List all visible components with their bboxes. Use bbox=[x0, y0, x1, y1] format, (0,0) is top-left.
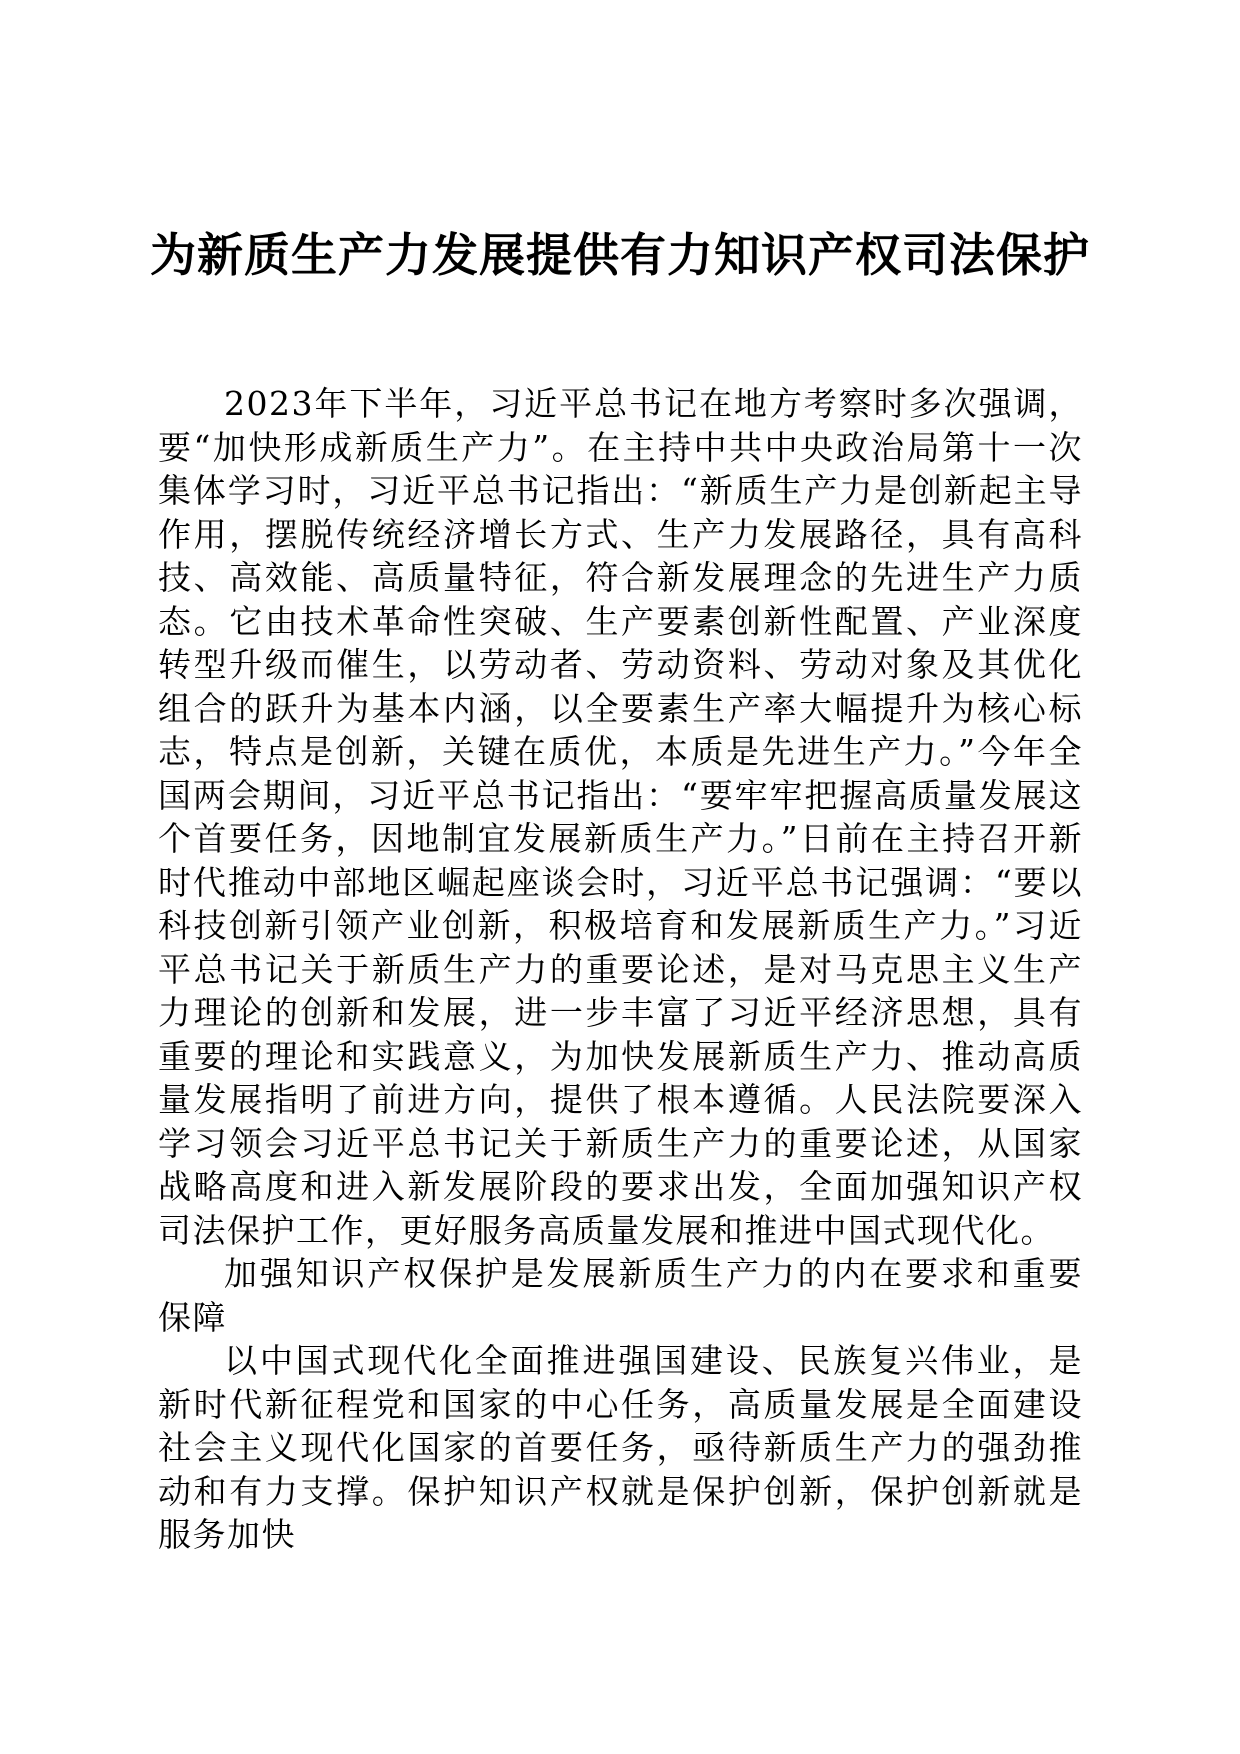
document-body bbox=[158, 382, 1083, 1557]
paragraph-section-1: 以中国式现代化全面推进强国建设、民族复兴伟业，是新时代新征程党和国家的中心任务，高质量发展是全面建设社会主义现代化国家的首要任务，亟待新质生产力的强劲推动和有力支撑。保护知识产权就是保护创新，保护创新就是服务加快 bbox=[158, 1341, 1083, 1554]
paragraph-intro: 2023年下半年，习近平总书记在地方考察时多次强调，要“加快形成新质生产力”。在主持中共中央政治局第十一次集体学习时，习近平总书记指出：“新质生产力是创新起主导作用，摆脱传统经济增长方式、生产力发展路径，具有高科技、高效能、高质量特征，符合新发展理念的先进生产力质态。它由技术革命性突破、生产要素创新性配置、产业深度转型升级而催生，以劳动者、劳动资料、劳动对象及其优化组合的跃升为基本内涵，以全要素生产率大幅提升为核心标志，特点是创新，关键在质优，本质是先进生产力。”今年全国两会期间，习近平总书记指出：“要牢牢把握高质量发展这个首要任务，因地制宜发展新质生产力。”日前在主持召开新时代推动中部地区崛起座谈会时，习近平总书记强调：“要以科技创新引领产业创新，积极培育和发展新质生产力。”习近平总书记关于新质生产力的重要论述，是对马克思主义生产力理论的创新和发展，进一步丰富了习近平经济思想，具有重要的理论和实践意义，为加快发展新质生产力、推动高质量发展指明了前进方向，提供了根本遵循。人民法院要深入学习领会习近平总书记关于新质生产力的重要论述，从国家战略高度和进入新发展阶段的要求出发，全面加强知识产权司法保护工作，更好服务高质量发展和推进中国式现代化。 bbox=[158, 384, 1083, 1250]
document-title: 为新质生产力发展提供有力知识产权司法保护 bbox=[150, 228, 1090, 282]
section-heading: 加强知识产权保护是发展新质生产力的内在要求和重要保障 bbox=[158, 1254, 1083, 1337]
